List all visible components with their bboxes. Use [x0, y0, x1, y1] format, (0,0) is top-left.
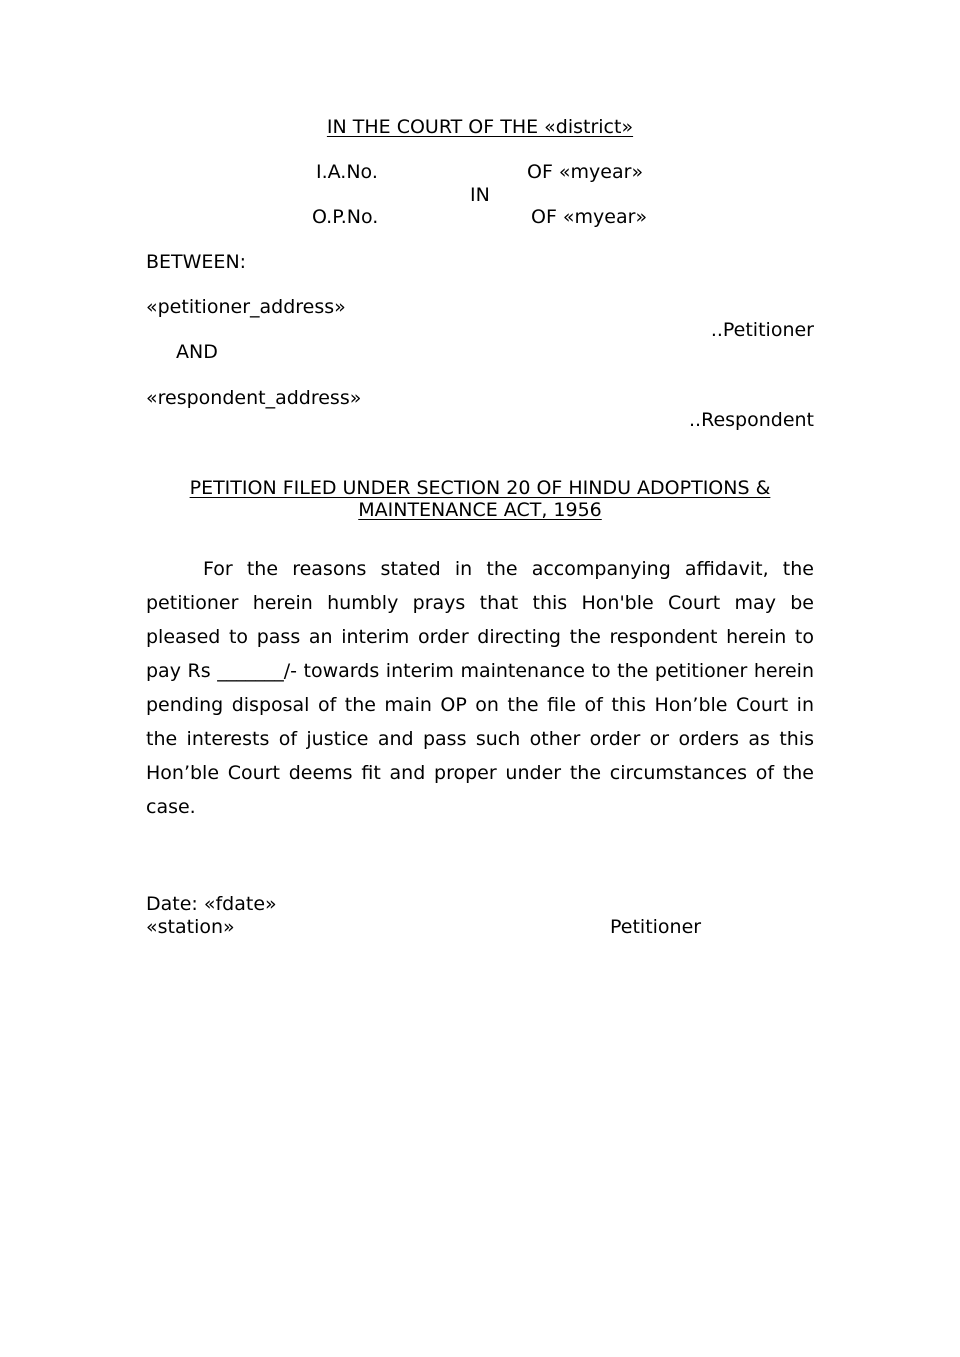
respondent-address: «respondent_address» — [146, 387, 362, 409]
court-heading-text: IN THE COURT OF THE «district» — [326, 116, 634, 138]
court-heading — [146, 116, 814, 139]
date-line: Date: «fdate» — [146, 893, 277, 915]
in-label: IN — [470, 184, 490, 206]
petition-title-line-2 — [146, 499, 814, 522]
petitioner-role: ..Petitioner — [710, 319, 814, 341]
between-label: BETWEEN: — [146, 251, 247, 273]
petitioner-address: «petitioner_address» — [146, 296, 346, 318]
ia-number-label: I.A.No. — [316, 161, 378, 183]
ia-year: OF «myear» — [527, 161, 644, 183]
op-number-label: O.P.No. — [312, 206, 379, 228]
and-label: AND — [176, 341, 218, 363]
petition-title-line-2-text: MAINTENANCE ACT, 1956 — [358, 499, 602, 521]
prayer-paragraph-text: For the reasons stated in the accompanying affidavit, the petitioner herein humbly prays that this Hon'ble Court may be pleased to pass an interim order directing the respondent herein to pay Rs _______/- towards interim maintenance to the petitioner herein pending disposal of the main OP on the file of this Hon’ble Court in the interests of justice and pass such other order or orders as this Hon’ble Court deems fit and proper under the circumstances of the case. — [146, 558, 814, 818]
petition-title-line-1 — [146, 477, 814, 500]
petition-title-line-1-text: PETITION FILED UNDER SECTION 20 OF HINDU ADOPTIONS & — [189, 477, 771, 499]
op-year: OF «myear» — [531, 206, 648, 228]
petitioner-signature-label: Petitioner — [610, 916, 702, 938]
respondent-role: ..Respondent — [689, 409, 814, 431]
station: «station» — [146, 916, 235, 938]
prayer-paragraph — [146, 552, 814, 824]
